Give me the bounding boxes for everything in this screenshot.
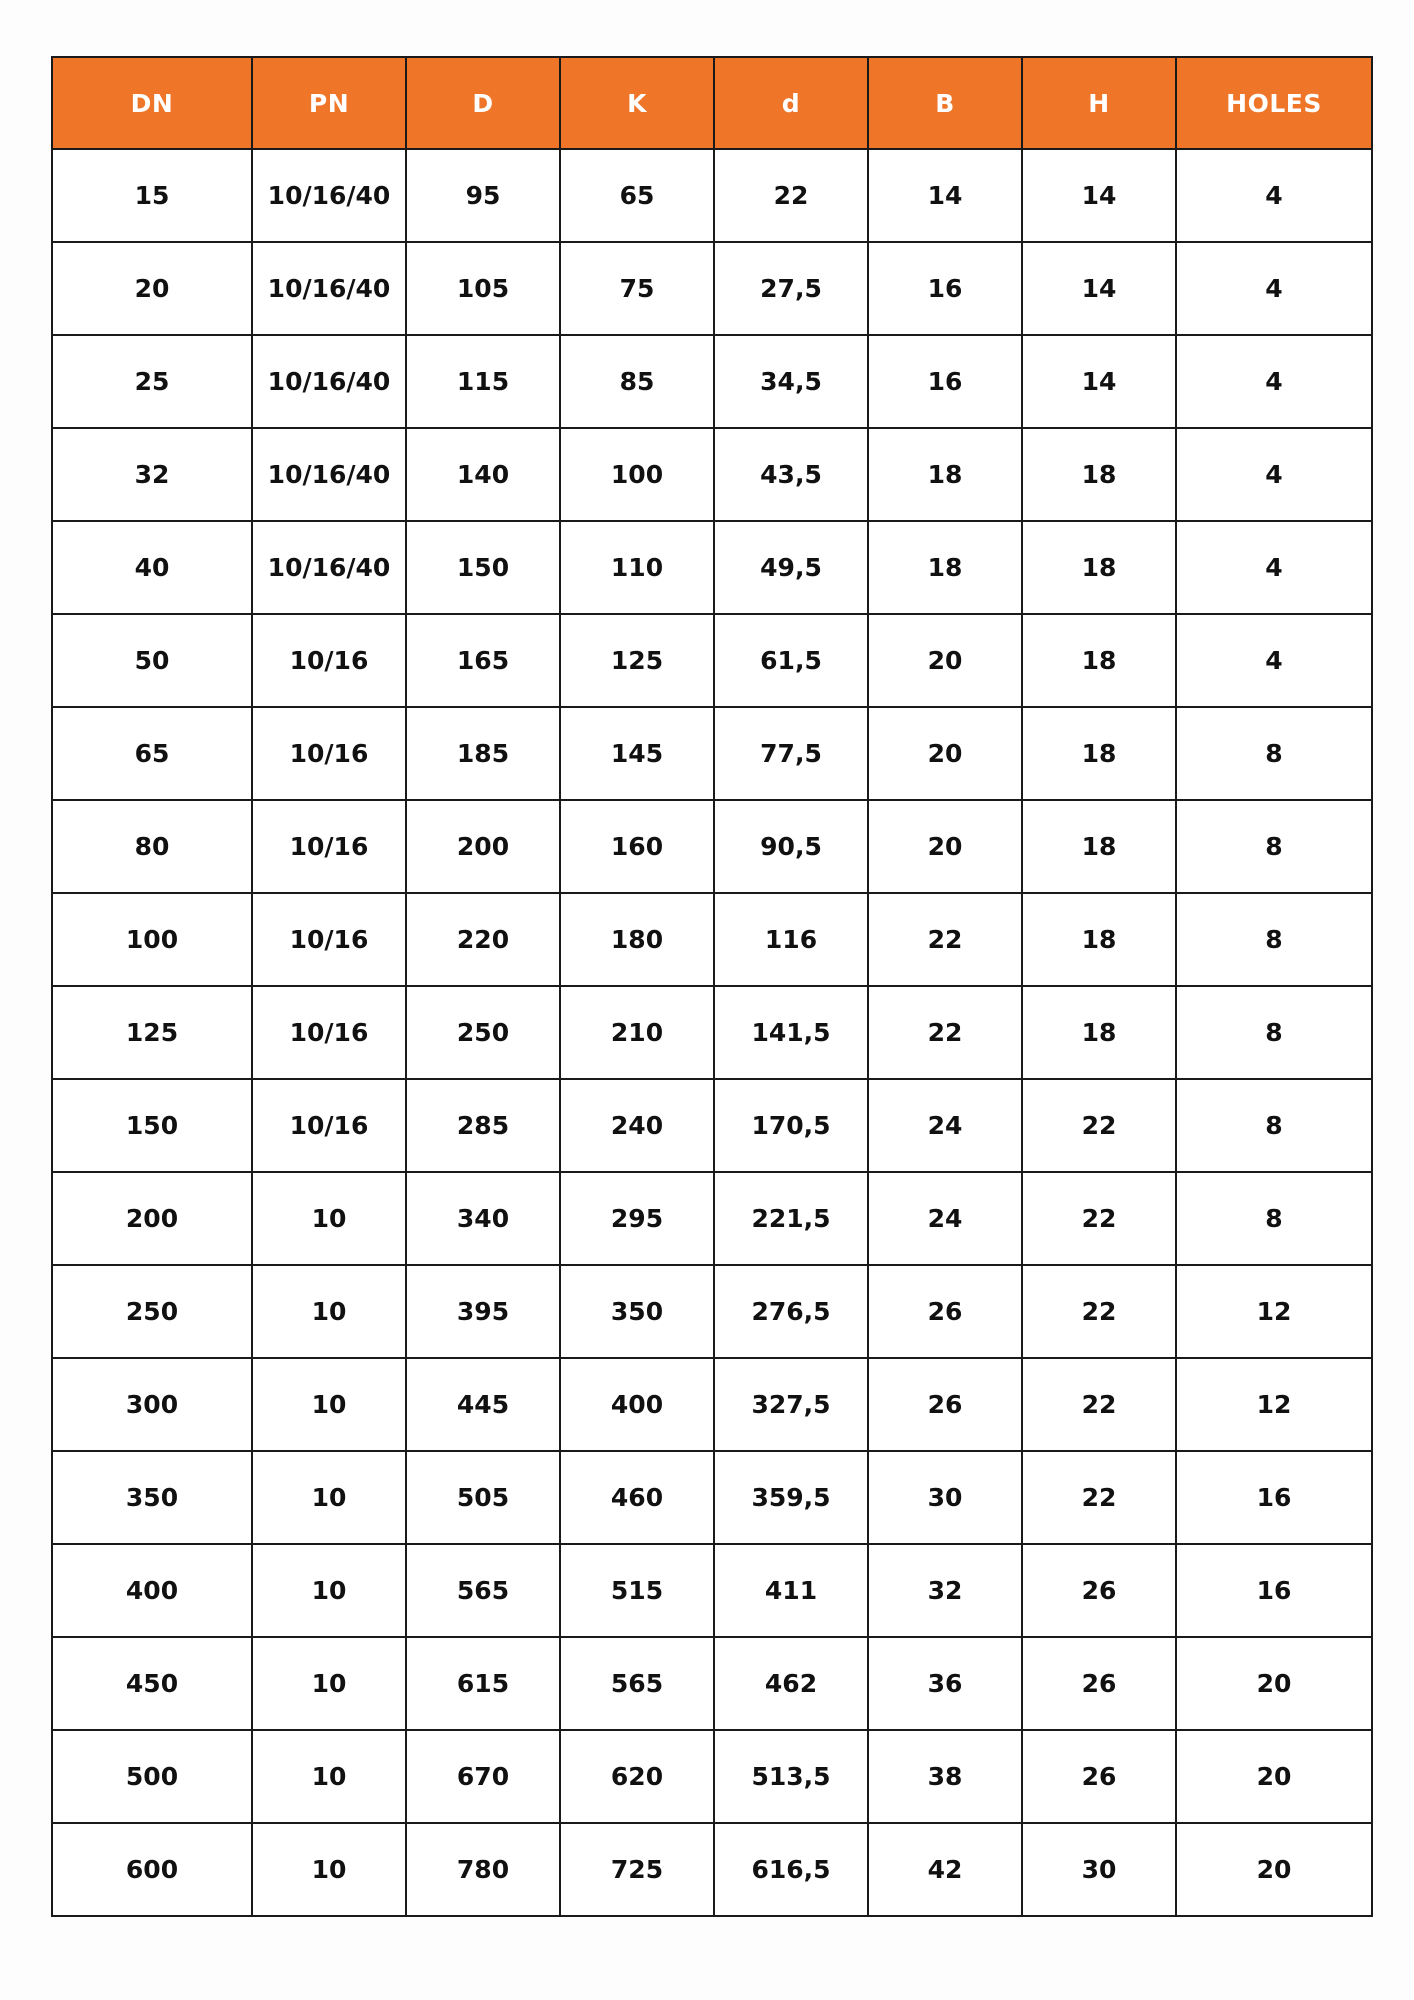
table-cell: 18 [1022,614,1176,707]
table-row [52,614,1372,707]
column-header: HOLES [1176,57,1372,149]
table-cell: 670 [406,1730,560,1823]
column-header: H [1022,57,1176,149]
table-cell: 15 [52,149,252,242]
table-cell: 285 [406,1079,560,1172]
table-cell: 725 [560,1823,714,1916]
table-cell: 210 [560,986,714,1079]
table-cell: 340 [406,1172,560,1265]
table-row [52,707,1372,800]
table-cell: 150 [406,521,560,614]
table-cell: 400 [560,1358,714,1451]
table-cell: 26 [1022,1637,1176,1730]
table-cell: 90,5 [714,800,868,893]
table-row [52,1358,1372,1451]
table-cell: 8 [1176,1079,1372,1172]
table-cell: 24 [868,1172,1022,1265]
table-row [52,1823,1372,1916]
table-cell: 18 [868,521,1022,614]
table-cell: 411 [714,1544,868,1637]
table-header [52,57,1372,149]
table-cell: 4 [1176,521,1372,614]
table-cell: 30 [1022,1823,1176,1916]
table-row [52,1637,1372,1730]
table-cell: 20 [1176,1730,1372,1823]
table-cell: 30 [868,1451,1022,1544]
table-row [52,335,1372,428]
table-cell: 359,5 [714,1451,868,1544]
table-cell: 50 [52,614,252,707]
table-cell: 14 [868,149,1022,242]
table-cell: 115 [406,335,560,428]
table-cell: 18 [1022,707,1176,800]
table-cell: 43,5 [714,428,868,521]
table-cell: 8 [1176,800,1372,893]
table-cell: 170,5 [714,1079,868,1172]
table-cell: 49,5 [714,521,868,614]
table-cell: 95 [406,149,560,242]
table-cell: 77,5 [714,707,868,800]
table-cell: 20 [1176,1823,1372,1916]
table-cell: 18 [1022,800,1176,893]
table-cell: 10/16 [252,614,406,707]
table-cell: 220 [406,893,560,986]
table-cell: 513,5 [714,1730,868,1823]
table-cell: 10/16 [252,800,406,893]
table-cell: 780 [406,1823,560,1916]
table-cell: 8 [1176,986,1372,1079]
table-cell: 125 [560,614,714,707]
table-cell: 450 [52,1637,252,1730]
table-cell: 22 [1022,1079,1176,1172]
table-cell: 16 [1176,1451,1372,1544]
table-cell: 350 [52,1451,252,1544]
table-cell: 27,5 [714,242,868,335]
column-header: B [868,57,1022,149]
table-cell: 61,5 [714,614,868,707]
table-row [52,893,1372,986]
table-cell: 20 [868,614,1022,707]
table-cell: 565 [560,1637,714,1730]
table-cell: 600 [52,1823,252,1916]
table-cell: 125 [52,986,252,1079]
column-header: d [714,57,868,149]
table-cell: 165 [406,614,560,707]
table-cell: 350 [560,1265,714,1358]
table-cell: 14 [1022,242,1176,335]
table-cell: 160 [560,800,714,893]
table-cell: 42 [868,1823,1022,1916]
table-cell: 85 [560,335,714,428]
table-cell: 65 [52,707,252,800]
table-cell: 80 [52,800,252,893]
table-cell: 515 [560,1544,714,1637]
table-cell: 565 [406,1544,560,1637]
table-cell: 10 [252,1637,406,1730]
table-cell: 10/16 [252,1079,406,1172]
table-cell: 276,5 [714,1265,868,1358]
table-cell: 12 [1176,1265,1372,1358]
table-cell: 185 [406,707,560,800]
table-cell: 250 [52,1265,252,1358]
flange-dimensions-table [51,56,1373,1917]
table-cell: 22 [1022,1451,1176,1544]
table-row [52,1079,1372,1172]
table-cell: 12 [1176,1358,1372,1451]
table-cell: 505 [406,1451,560,1544]
table-cell: 34,5 [714,335,868,428]
table-cell: 10 [252,1451,406,1544]
table-row [52,1265,1372,1358]
table-cell: 32 [868,1544,1022,1637]
table-row [52,800,1372,893]
table-cell: 18 [1022,986,1176,1079]
table-cell: 75 [560,242,714,335]
table-cell: 22 [1022,1172,1176,1265]
table-cell: 150 [52,1079,252,1172]
table-cell: 445 [406,1358,560,1451]
table-cell: 20 [1176,1637,1372,1730]
table-cell: 141,5 [714,986,868,1079]
table-cell: 8 [1176,1172,1372,1265]
table-cell: 20 [52,242,252,335]
table-cell: 10/16/40 [252,149,406,242]
table-cell: 10/16 [252,893,406,986]
table-cell: 16 [1176,1544,1372,1637]
table-cell: 4 [1176,614,1372,707]
table-cell: 200 [406,800,560,893]
table-cell: 462 [714,1637,868,1730]
table-cell: 14 [1022,335,1176,428]
table-cell: 10 [252,1265,406,1358]
table-row [52,986,1372,1079]
table-cell: 10 [252,1172,406,1265]
table-cell: 20 [868,707,1022,800]
table-cell: 10/16/40 [252,335,406,428]
column-header: D [406,57,560,149]
table-cell: 14 [1022,149,1176,242]
table-cell: 615 [406,1637,560,1730]
table-cell: 65 [560,149,714,242]
table-cell: 18 [1022,893,1176,986]
table-cell: 26 [868,1265,1022,1358]
table-cell: 300 [52,1358,252,1451]
table-cell: 10/16 [252,707,406,800]
table-cell: 116 [714,893,868,986]
table-cell: 16 [868,335,1022,428]
table-cell: 38 [868,1730,1022,1823]
header-row [52,57,1372,149]
table-cell: 36 [868,1637,1022,1730]
table-cell: 32 [52,428,252,521]
table-cell: 620 [560,1730,714,1823]
table-cell: 22 [714,149,868,242]
table-cell: 395 [406,1265,560,1358]
column-header: PN [252,57,406,149]
table-cell: 4 [1176,428,1372,521]
table-row [52,242,1372,335]
table-body [52,149,1372,1916]
table-cell: 10/16/40 [252,521,406,614]
table-cell: 18 [1022,428,1176,521]
table-cell: 10/16 [252,986,406,1079]
table-cell: 616,5 [714,1823,868,1916]
table-cell: 180 [560,893,714,986]
table-cell: 25 [52,335,252,428]
table-row [52,1544,1372,1637]
table-cell: 100 [52,893,252,986]
table-cell: 22 [868,893,1022,986]
table-row [52,1451,1372,1544]
table-cell: 8 [1176,893,1372,986]
table-cell: 400 [52,1544,252,1637]
table-cell: 460 [560,1451,714,1544]
table-cell: 500 [52,1730,252,1823]
table-cell: 10 [252,1730,406,1823]
table-cell: 110 [560,521,714,614]
table-cell: 18 [868,428,1022,521]
table-cell: 4 [1176,149,1372,242]
table-cell: 145 [560,707,714,800]
table-row [52,1730,1372,1823]
table-cell: 105 [406,242,560,335]
table-cell: 26 [868,1358,1022,1451]
table-cell: 26 [1022,1544,1176,1637]
table-cell: 16 [868,242,1022,335]
table-cell: 100 [560,428,714,521]
table-cell: 221,5 [714,1172,868,1265]
table-cell: 8 [1176,707,1372,800]
table-cell: 18 [1022,521,1176,614]
table-cell: 140 [406,428,560,521]
table-cell: 200 [52,1172,252,1265]
column-header: DN [52,57,252,149]
table-cell: 40 [52,521,252,614]
table-cell: 250 [406,986,560,1079]
table-cell: 240 [560,1079,714,1172]
column-header: K [560,57,714,149]
table-row [52,428,1372,521]
table-cell: 10 [252,1823,406,1916]
table-cell: 24 [868,1079,1022,1172]
table-cell: 295 [560,1172,714,1265]
table-cell: 22 [1022,1265,1176,1358]
table-row [52,521,1372,614]
table-cell: 22 [1022,1358,1176,1451]
table-cell: 20 [868,800,1022,893]
table-cell: 4 [1176,335,1372,428]
table-cell: 26 [1022,1730,1176,1823]
table-cell: 10 [252,1358,406,1451]
table-row [52,1172,1372,1265]
table-cell: 10 [252,1544,406,1637]
table-cell: 10/16/40 [252,242,406,335]
table-cell: 10/16/40 [252,428,406,521]
table-cell: 327,5 [714,1358,868,1451]
table-cell: 22 [868,986,1022,1079]
table-cell: 4 [1176,242,1372,335]
table-row [52,149,1372,242]
